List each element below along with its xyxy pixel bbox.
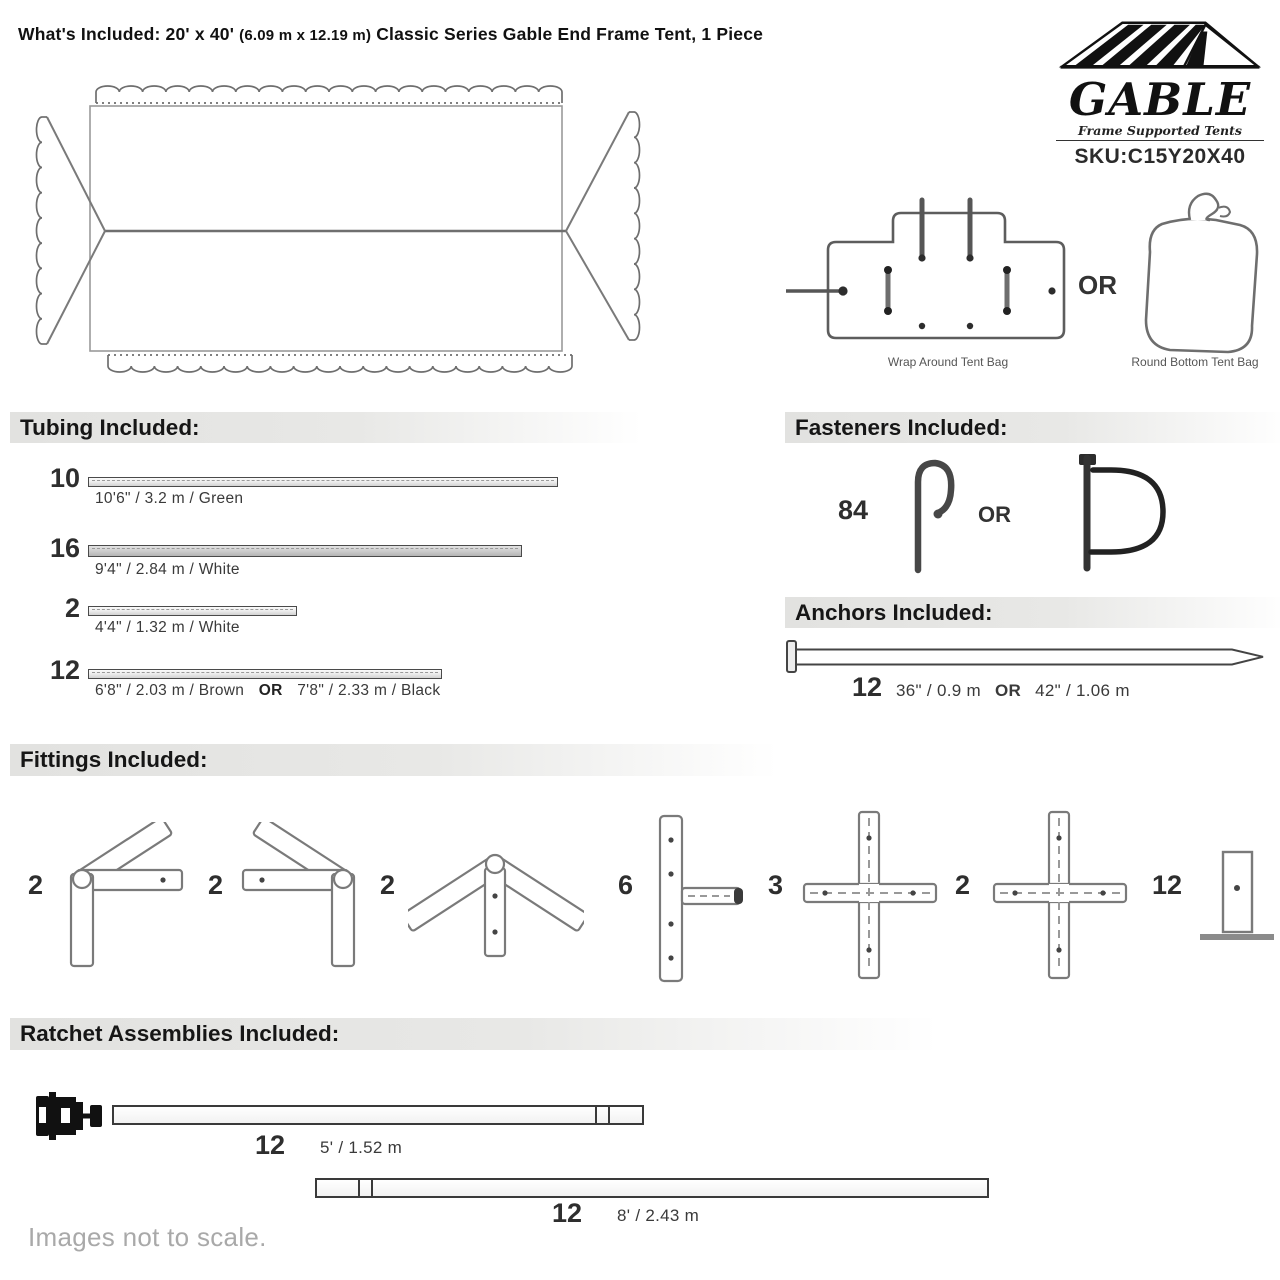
tee-fitting-icon <box>648 812 748 988</box>
peak-fitting-icon <box>408 838 584 964</box>
shackle-pin-fastener-icon <box>1065 446 1177 578</box>
fasteners-section-header: Fasteners Included: <box>785 412 1280 443</box>
ratchet-buckle-icon <box>32 1088 114 1144</box>
anchors-length-1: 36" / 0.9 m <box>896 681 981 700</box>
fitting-qty: 2 <box>380 870 396 900</box>
page-title-product: Classic Series Gable End Frame Tent, 1 Piece <box>376 24 764 44</box>
tubing-qty: 16 <box>49 533 80 563</box>
wrap-bag-label: Wrap Around Tent Bag <box>887 355 1009 369</box>
page-title <box>18 24 763 45</box>
tubing-qty: 10 <box>49 463 80 493</box>
base-plate-fitting-icon <box>1198 848 1276 948</box>
tubing-qty: 2 <box>64 593 80 623</box>
fasteners-or-label: OR <box>978 502 1011 527</box>
tubing-label <box>95 682 440 700</box>
tube-bar <box>88 545 522 557</box>
ratchet-pole <box>112 1105 644 1125</box>
tube-bar <box>88 669 442 679</box>
pole-joint-tick <box>595 1107 597 1123</box>
anchors-or-label: OR <box>994 681 1022 700</box>
brand-tagline: Frame Supported Tents <box>1056 123 1264 141</box>
ratchet-qty: 12 <box>552 1198 583 1228</box>
tent-bags-diagram <box>770 180 1280 380</box>
fasteners-qty: 84 <box>838 495 869 525</box>
cross-fitting-icon <box>990 808 1130 984</box>
brand-logo <box>1048 16 1272 169</box>
pole-joint-tick <box>608 1107 610 1123</box>
anchors-length-2: 42" / 1.06 m <box>1035 681 1130 700</box>
tent-canopy-icon <box>1057 16 1263 72</box>
scale-disclaimer: Images not to scale. <box>28 1222 267 1252</box>
fitting-qty: 2 <box>955 870 971 900</box>
cross-fitting-icon <box>800 808 940 984</box>
fitting-qty: 6 <box>618 870 634 900</box>
bags-or-label: OR <box>1078 270 1117 300</box>
fitting-qty: 12 <box>1152 870 1183 900</box>
pole-joint-tick <box>371 1180 373 1196</box>
pole-joint-tick <box>358 1180 360 1196</box>
ratchet-qty: 12 <box>255 1130 286 1160</box>
tubing-label-option2: 7'8" / 2.33 m / Black <box>297 682 441 699</box>
tube-bar <box>88 477 558 487</box>
brand-name: GABLE <box>1068 73 1252 126</box>
fitting-qty: 3 <box>768 870 784 900</box>
hook-stake-fastener-icon <box>900 452 970 576</box>
tubing-label: 9'4" / 2.84 m / White <box>95 561 240 578</box>
tubing-or-label: OR <box>258 682 283 699</box>
tubing-label-option1: 6'8" / 2.03 m / Brown <box>95 682 245 699</box>
round-bottom-tent-bag-icon <box>1146 194 1257 352</box>
corner-fitting-left-icon <box>55 822 190 972</box>
fittings-section-header: Fittings Included: <box>10 744 778 776</box>
tubing-qty: 12 <box>49 655 80 685</box>
anchors-section-header: Anchors Included: <box>785 597 1280 628</box>
anchors-qty: 12 <box>852 672 883 702</box>
fitting-qty: 2 <box>208 870 224 900</box>
ratchet-length-label: 5' / 1.52 m <box>320 1138 403 1157</box>
product-sku: SKU:C15Y20X40 <box>1074 144 1246 168</box>
anchors-spec-row <box>852 672 1130 703</box>
ratchet-length-label: 8' / 2.43 m <box>617 1206 700 1225</box>
tent-top-view-diagram <box>0 70 660 390</box>
fitting-qty: 2 <box>28 870 44 900</box>
tubing-label: 4'4" / 1.32 m / White <box>95 619 240 636</box>
corner-fitting-right-icon <box>235 822 370 972</box>
page-title-metric: (6.09 m x 12.19 m) <box>239 27 372 44</box>
page-title-size: What's Included: 20' x 40' <box>18 24 235 44</box>
tube-bar <box>88 606 297 616</box>
round-bag-label: Round Bottom Tent Bag <box>1131 355 1259 369</box>
ratchet-pole <box>315 1178 989 1198</box>
ratchet-section-header: Ratchet Assemblies Included: <box>10 1018 938 1050</box>
wrap-around-tent-bag-icon <box>786 200 1064 338</box>
tubing-label: 10'6" / 3.2 m / Green <box>95 490 244 507</box>
tubing-section-header: Tubing Included: <box>10 412 642 443</box>
